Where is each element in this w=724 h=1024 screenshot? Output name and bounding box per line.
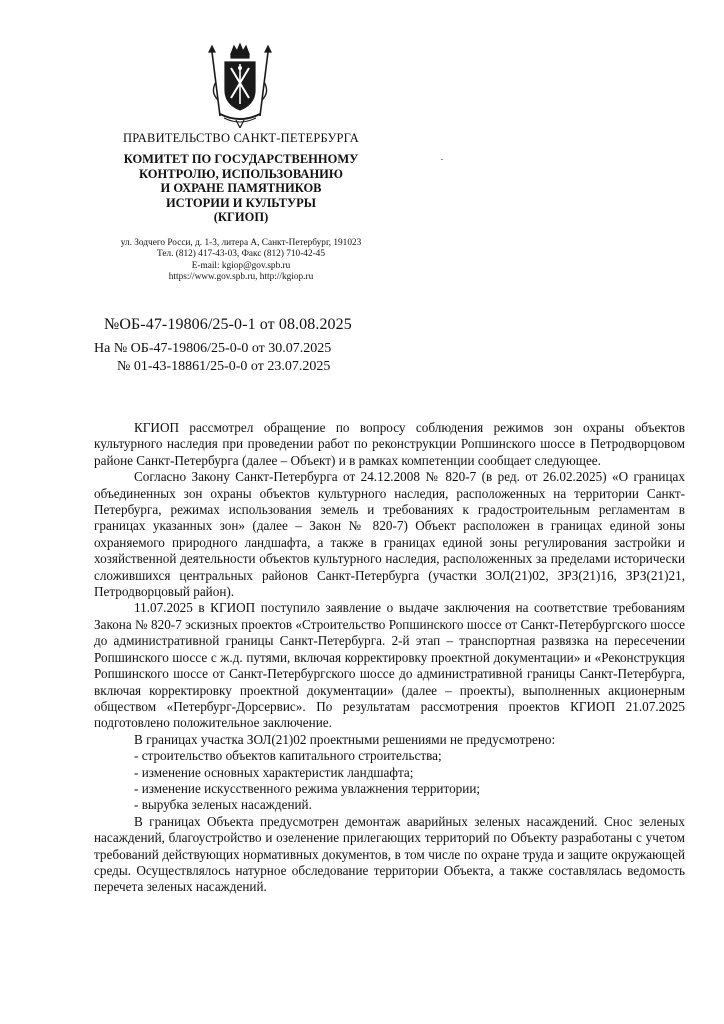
committee-line: (КГИОП) xyxy=(213,210,269,225)
contact-block xyxy=(96,238,386,284)
list-item: - вырубка зеленых насаждений. xyxy=(134,797,312,813)
body-paragraph: Согласно Закону Санкт-Петербурга от 24.12.2008 № 820-7 (в ред. от 26.02.2025) «О границах объединенных зон охраны объектов культурного наследия, расположенных на территории Санкт-Петербурга, режимах использования земель и требованиях к градостроительным регламентам в границах указанных зон» (далее – Закон № 820-7) Объект расположен в границах единой зоны охраняемого природного ландшафта, а также в границах единой зоны регулирования застройки и хозяйственной деятельности объектов культурного наследия, расположенных за пределами исторически сложившихся центральных районов Санкт-Петербурга (участки ЗОЛ(21)02, ЗРЗ(21)16, ЗРЗ(21)21, Петродворцовый район). xyxy=(94,469,685,600)
government-name: ПРАВИТЕЛЬСТВО САНКТ-ПЕТЕРБУРГА xyxy=(123,131,359,145)
scan-mark xyxy=(441,159,443,160)
body-paragraph: КГИОП рассмотрел обращение по вопросу соблюдения режимов зон охраны объектов культурного наследия при проведении работ по реконструкции Ропшинского шоссе в Петродворцовом районе Санкт-Петербурга (далее – Объект) и в рамках компетенции сообщает следующее. xyxy=(94,420,685,468)
website-line: https://www.gov.spb.ru, http://kgiop.ru xyxy=(168,272,314,283)
address-line: ул. Зодчего Росси, д. 1-3, литера А, Санкт-Петербург, 191023 xyxy=(120,238,362,248)
list-item: - строительство объектов капитального строительства; xyxy=(134,748,442,764)
committee-line: КОМИТЕТ ПО ГОСУДАРСТВЕННОМУ xyxy=(123,152,359,166)
body-paragraph: В границах участка ЗОЛ(21)02 проектными решениями не предусмотрено: xyxy=(134,731,556,747)
list-item: - изменение основных характеристик ландшафта; xyxy=(134,764,414,780)
body-paragraph: В границах Объекта предусмотрен демонтаж аварийных зеленых насаждений. Снос зеленых насаждений, благоустройство и озеленение прилегающих территорий по Объекту разработаны с учетом требований действующих нормативных документов, в том числе по охране труда и защите окружающей среды. Осуществлялось натурное обследование территории Объекта, а также составлялась ведомость перечета зеленых насаждений. xyxy=(94,813,685,895)
incoming-number-1: На № ОБ-47-19806/25-0-0 от 30.07.2025 xyxy=(94,341,332,356)
committee-line: КОНТРОЛЮ, ИСПОЛЬЗОВАНИЮ xyxy=(139,166,343,181)
committee-line: ИСТОРИИ И КУЛЬТУРЫ xyxy=(165,195,317,210)
phone-line: Тел. (812) 417-43-03, Факс (812) 710-42-45 xyxy=(157,249,325,260)
incoming-number-2: № 01-43-18861/25-0-0 от 23.07.2025 xyxy=(117,359,331,374)
letter-body xyxy=(94,420,685,896)
saint-petersburg-coat-of-arms-icon xyxy=(198,42,282,128)
list-item: - изменение искусственного режима увлажнения территории; xyxy=(134,780,481,796)
committee-line: И ОХРАНЕ ПАМЯТНИКОВ xyxy=(160,181,322,196)
email-line: E-mail: kgiop@gov.spb.ru xyxy=(191,260,291,271)
body-paragraph: 11.07.2025 в КГИОП поступило заявление о выдаче заключения на соответствие требованиям Закона № 820-7 эскизных проектов «Строительство Ропшинского шоссе от Санкт-Петербургского шоссе до административной границы Санкт-Петербурга. 2-й этап – транспортная развязка на пересечении Ропшинского шоссе с ж.д. путями, включая корректировку проектной документации» и «Реконструкция Ропшинского шоссе от Санкт-Петербургского шоссе до административной границы Санкт-Петербурга, включая корректировку проектной документации» (далее – проекты), выполненных акционерным обществом «Петербург-Дорсервис». По результатам рассмотрения проектов КГИОП 21.07.2025 подготовлено положительное заключение. xyxy=(94,600,685,731)
outgoing-number: №ОБ-47-19806/25-0-1 от 08.08.2025 xyxy=(104,316,352,333)
committee-name xyxy=(96,152,386,225)
